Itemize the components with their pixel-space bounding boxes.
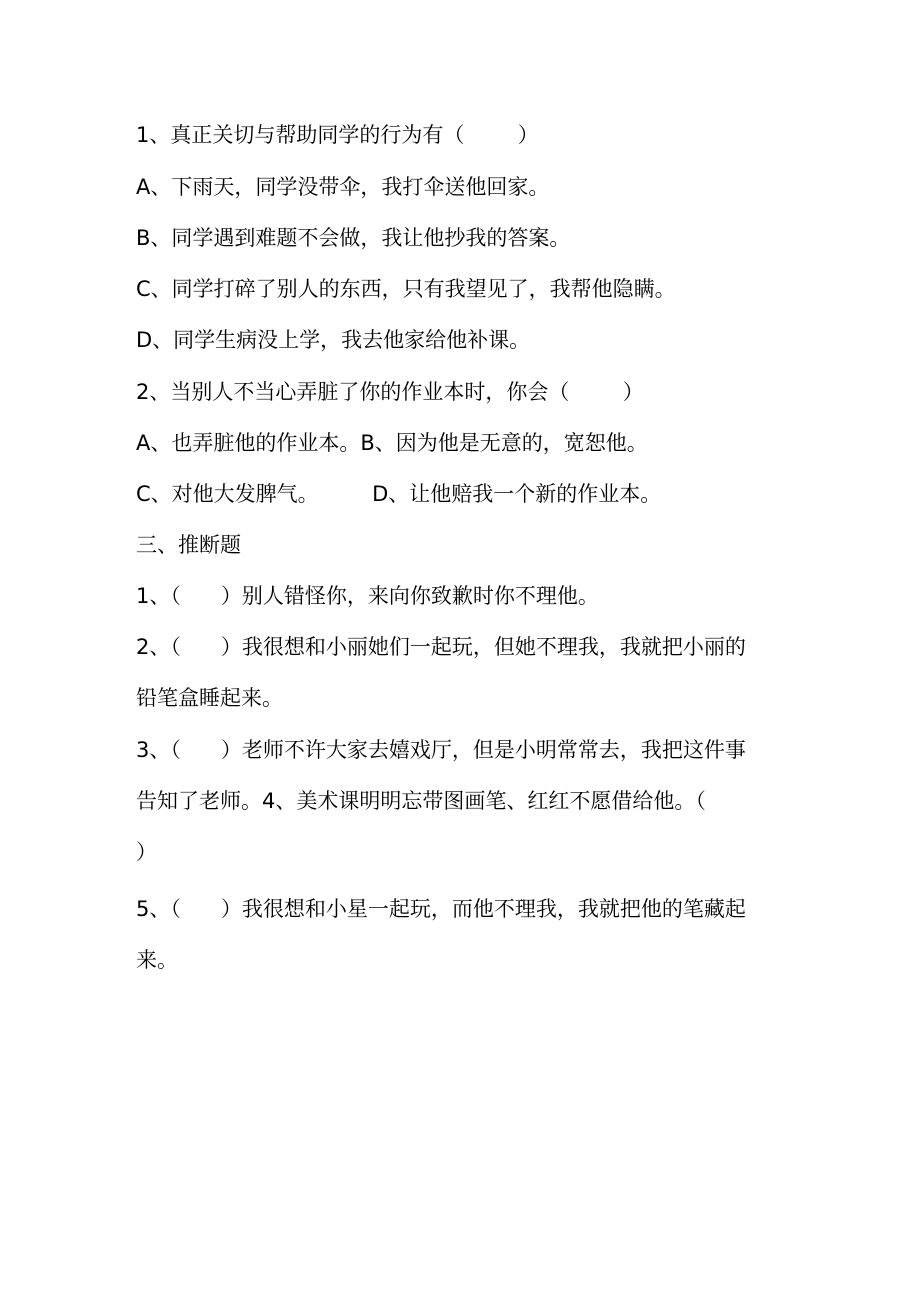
judgement-4-closing: ） [136, 840, 157, 864]
question-1-option-a: A、下雨天，同学没带伞，我打伞送他回家。 [136, 175, 550, 199]
question-2-options-ab: A、也弄脏他的作业本。B、因为他是无意的，宽恕他。 [136, 431, 648, 455]
judgement-3-line-1: 3、（ ）老师不许大家去嬉戏厅，但是小明常常去，我把这件事 [136, 738, 746, 762]
question-1-option-b: B、同学遇到难题不会做，我让他抄我的答案。 [136, 226, 571, 250]
question-1-option-d: D、同学生病没上学，我去他家给他补课。 [136, 328, 531, 352]
question-1-option-c: C、同学打碎了别人的东西，只有我望见了，我帮他隐瞒。 [136, 277, 676, 301]
question-2-options-cd: C、对他大发脾气。 D、让他赔我一个新的作业本。 [136, 482, 662, 506]
question-2-stem: 2、当别人不当心弄脏了你的作业本时，你会（ ） [136, 380, 644, 404]
question-1-stem: 1、真正关切与帮助同学的行为有（ ） [136, 123, 539, 147]
judgement-5-line-2: 来。 [136, 948, 178, 972]
judgement-2-line-2: 铅笔盒睡起来。 [136, 686, 283, 710]
judgement-5-line-1: 5、（ ）我很想和小星一起玩，而他不理我，我就把他的笔藏起 [136, 897, 746, 921]
judgement-2-line-1: 2、（ ）我很想和小丽她们一起玩，但她不理我，我就把小丽的 [136, 635, 746, 659]
judgement-3-line-2: 告知了老师。4、美术课明明忘带图画笔、红红不愿借给他。（ [136, 789, 706, 813]
section-heading: 三、推断题 [136, 533, 241, 557]
judgement-1: 1、（ ）别人错怪你，来向你致歉时你不理他。 [136, 584, 599, 608]
